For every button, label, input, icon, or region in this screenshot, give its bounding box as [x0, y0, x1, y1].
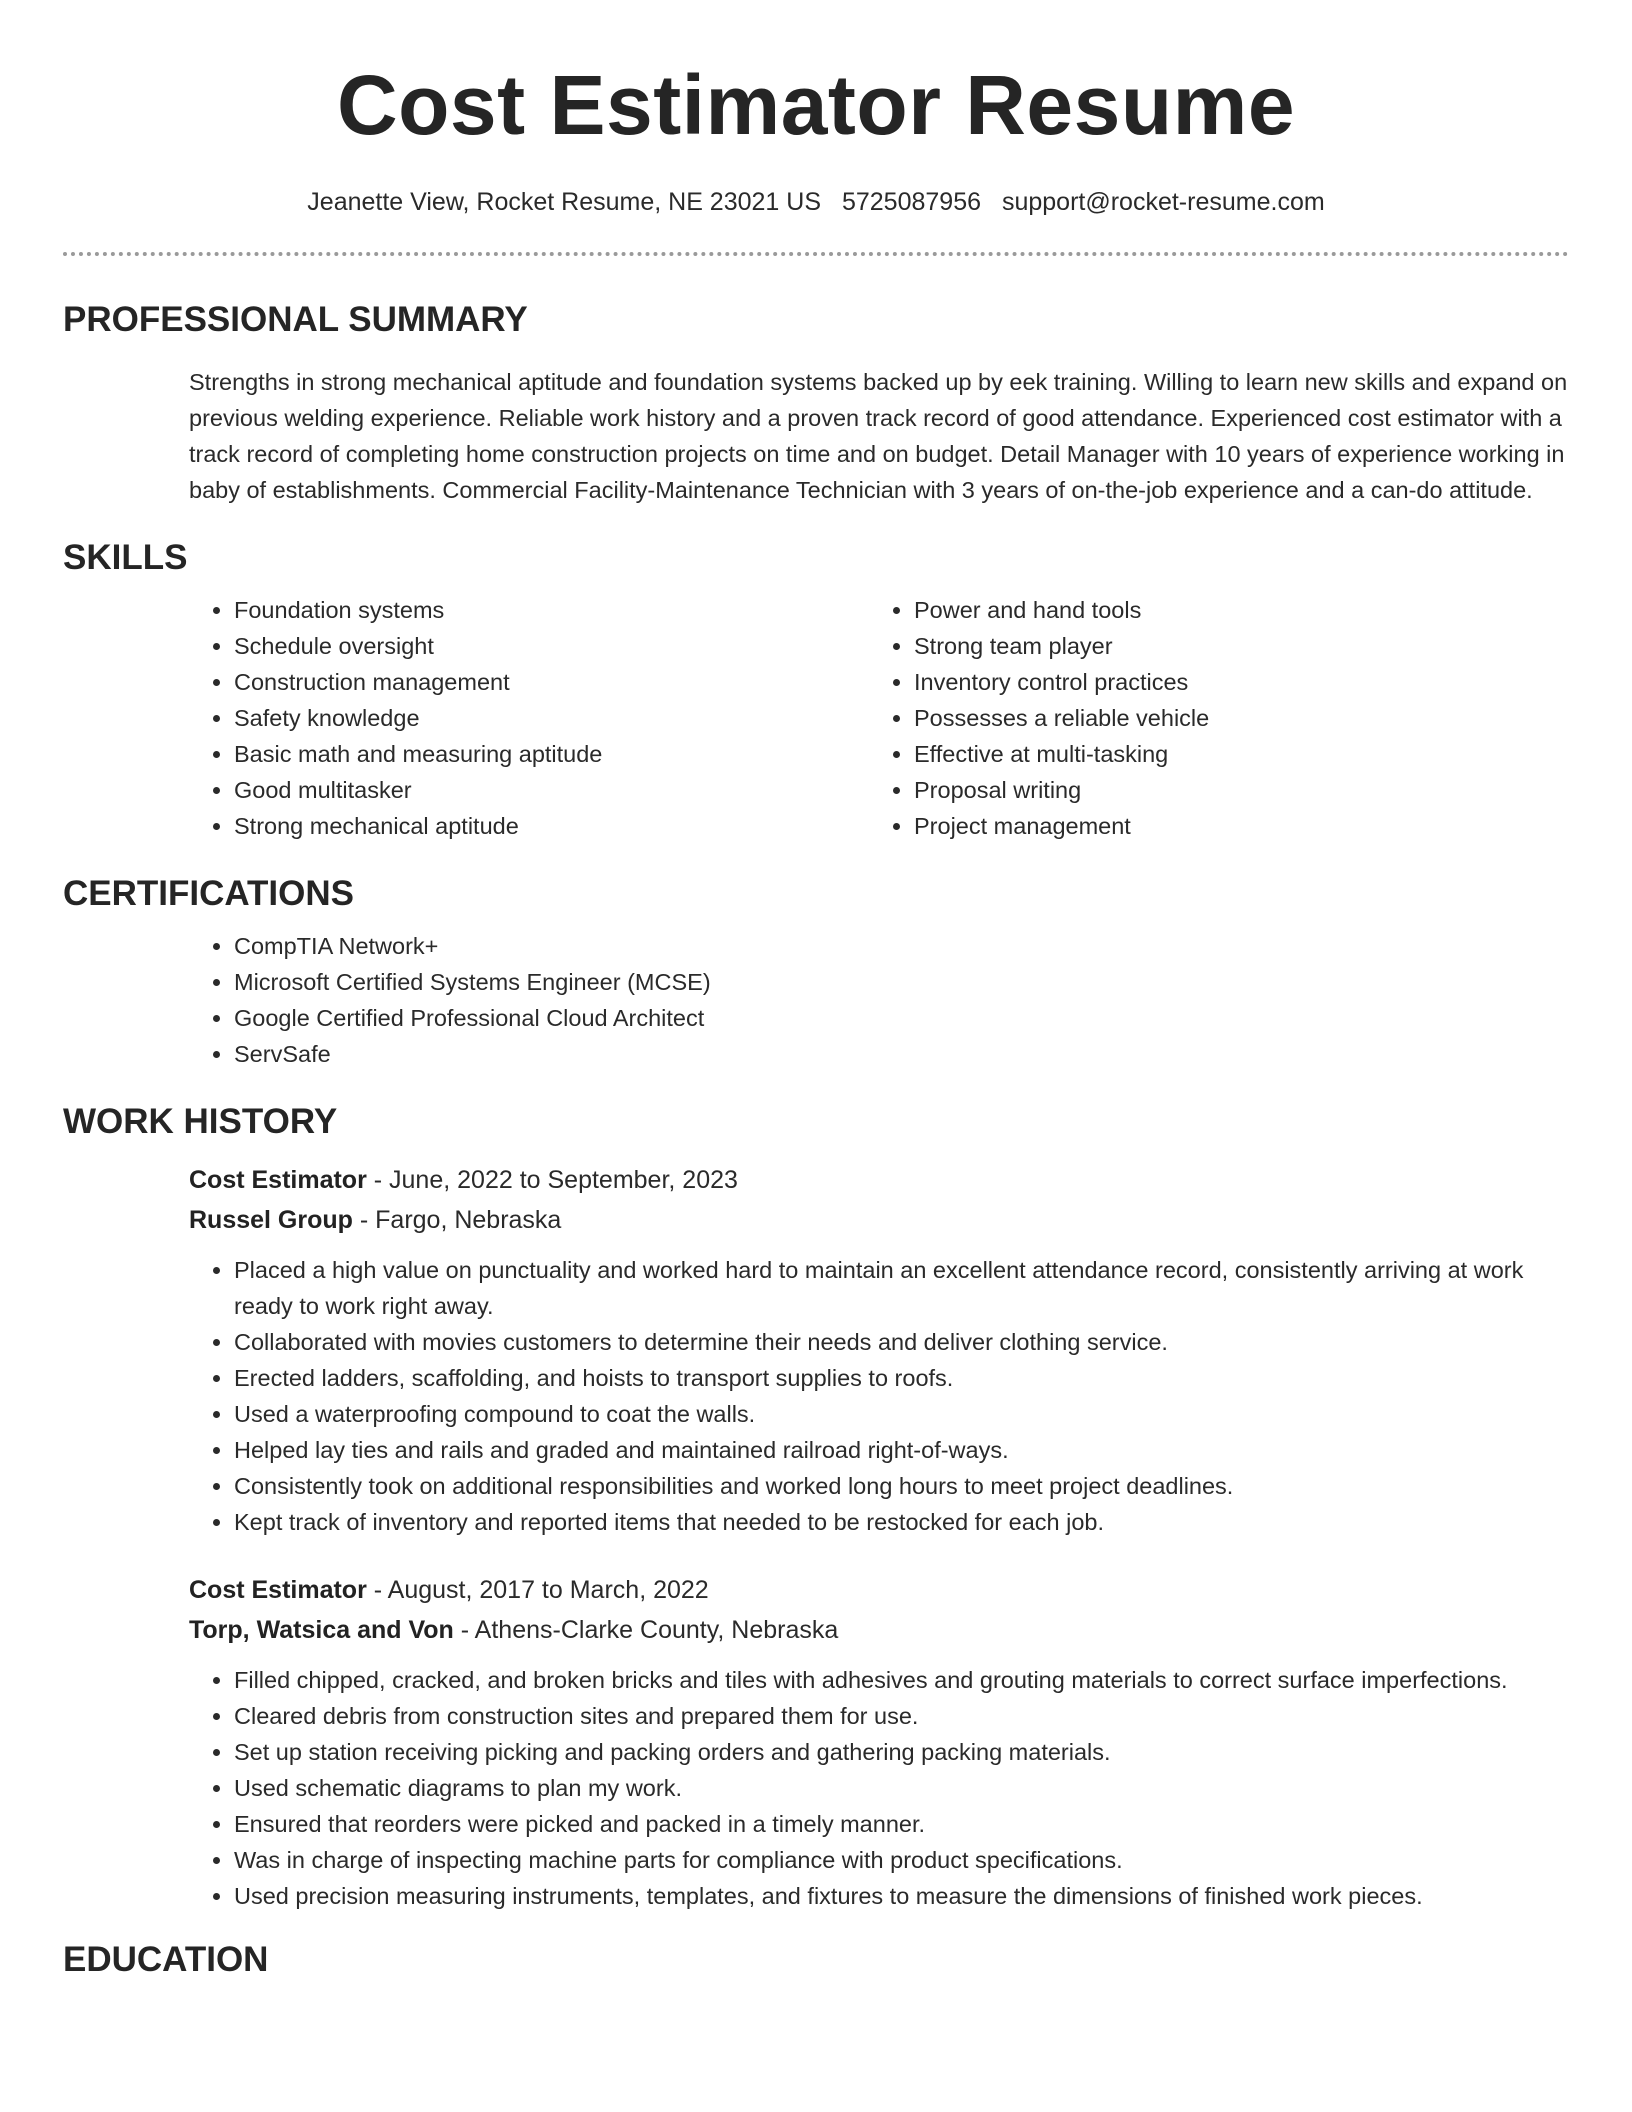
- job-duty-item: • Collaborated with movies customers to determine their needs and deliver clothing service.: [234, 1324, 1562, 1360]
- certification-item: • CompTIA Network+: [234, 928, 1632, 964]
- section-heading-summary: PROFESSIONAL SUMMARY: [63, 300, 528, 339]
- job-location: - Fargo, Nebraska: [352, 1206, 562, 1234]
- skills-list: [189, 592, 1632, 844]
- skill-item: • Strong mechanical aptitude: [234, 808, 869, 844]
- job-company-line: [189, 1200, 1562, 1240]
- job-location: - Athens-Clarke County, Nebraska: [453, 1616, 839, 1644]
- job-company: Torp, Watsica and Von: [189, 1616, 454, 1644]
- job-title-line: [189, 1160, 1562, 1200]
- job-dates: - June, 2022 to September, 2023: [366, 1166, 738, 1194]
- section-heading-work-history: WORK HISTORY: [63, 1102, 338, 1141]
- skill-item: • Construction management: [234, 664, 869, 700]
- job-duty-item: • Ensured that reorders were picked and packed in a timely manner.: [234, 1806, 1562, 1842]
- contact-email: support@rocket-resume.com: [1001, 188, 1325, 216]
- skills-column-left: [189, 592, 869, 844]
- job-duty-item: • Filled chipped, cracked, and broken bricks and tiles with adhesives and grouting materials to correct surface imperfections.: [234, 1662, 1562, 1698]
- skill-item: • Possesses a reliable vehicle: [914, 700, 1549, 736]
- skill-item: • Schedule oversight: [234, 628, 869, 664]
- certifications-list: [189, 928, 1632, 1072]
- job-title: Cost Estimator: [189, 1576, 367, 1604]
- job-duty-item: • Was in charge of inspecting machine parts for compliance with product specifications.: [234, 1842, 1562, 1878]
- contact-phone: 5725087956: [841, 188, 982, 216]
- contact-address: Jeanette View, Rocket Resume, NE 23021 US: [307, 188, 822, 216]
- job-company: Russel Group: [189, 1206, 353, 1234]
- job-duty-item: • Used schematic diagrams to plan my work.: [234, 1770, 1562, 1806]
- skills-column-right: [869, 592, 1549, 844]
- job-title-line: [189, 1570, 1562, 1610]
- job-entry: [189, 1570, 1562, 1914]
- job-duties: [189, 1662, 1562, 1914]
- certification-item: • ServSafe: [234, 1036, 1632, 1072]
- section-heading-certifications: CERTIFICATIONS: [63, 874, 355, 913]
- job-duty-item: • Set up station receiving picking and packing orders and gathering packing materials.: [234, 1734, 1562, 1770]
- job-duty-item: • Placed a high value on punctuality and worked hard to maintain an excellent attendance record, consistently arriving at work ready to work right away.: [234, 1252, 1562, 1324]
- job-duty-item: • Kept track of inventory and reported items that needed to be restocked for each job.: [234, 1504, 1562, 1540]
- skill-item: • Project management: [914, 808, 1549, 844]
- job-entry: [189, 1160, 1562, 1540]
- skill-item: • Proposal writing: [914, 772, 1549, 808]
- skill-item: • Strong team player: [914, 628, 1549, 664]
- skill-item: • Safety knowledge: [234, 700, 869, 736]
- job-dates: - August, 2017 to March, 2022: [366, 1576, 709, 1604]
- skill-item: • Good multitasker: [234, 772, 869, 808]
- certification-item: • Microsoft Certified Systems Engineer (MCSE): [234, 964, 1632, 1000]
- skill-item: • Inventory control practices: [914, 664, 1549, 700]
- job-duty-item: • Erected ladders, scaffolding, and hoists to transport supplies to roofs.: [234, 1360, 1562, 1396]
- skill-item: • Basic math and measuring aptitude: [234, 736, 869, 772]
- summary-text: Strengths in strong mechanical aptitude and foundation systems backed up by eek training. Willing to learn new skills and expand on previous welding experience. Reliable work history and a proven track record of good attendance. Experienced cost estimator with a track record of completing home construction projects on time and on budget. Detail Manager with 10 years of experience working in baby of establishments. Commercial Facility-Maintenance Technician with 3 years of on-the-job experience and a can-do attitude.: [189, 369, 1568, 503]
- job-duty-item: • Helped lay ties and rails and graded and maintained railroad right-of-ways.: [234, 1432, 1562, 1468]
- contact-line: [0, 185, 1632, 219]
- job-duty-item: • Used precision measuring instruments, templates, and fixtures to measure the dimensions of finished work pieces.: [234, 1878, 1562, 1914]
- skill-item: • Foundation systems: [234, 592, 869, 628]
- job-duty-item: • Cleared debris from construction sites and prepared them for use.: [234, 1698, 1562, 1734]
- header-divider: [63, 252, 1569, 256]
- page-title: Cost Estimator Resume: [336, 58, 1296, 152]
- job-title: Cost Estimator: [189, 1166, 367, 1194]
- job-company-line: [189, 1610, 1562, 1650]
- skill-item: • Power and hand tools: [914, 592, 1549, 628]
- job-duties: [189, 1252, 1562, 1540]
- section-heading-education: EDUCATION: [63, 1940, 269, 1979]
- job-duty-item: • Consistently took on additional responsibilities and worked long hours to meet project deadlines.: [234, 1468, 1562, 1504]
- certification-item: • Google Certified Professional Cloud Architect: [234, 1000, 1632, 1036]
- job-duty-item: • Used a waterproofing compound to coat the walls.: [234, 1396, 1562, 1432]
- skill-item: • Effective at multi-tasking: [914, 736, 1549, 772]
- section-heading-skills: SKILLS: [63, 538, 188, 577]
